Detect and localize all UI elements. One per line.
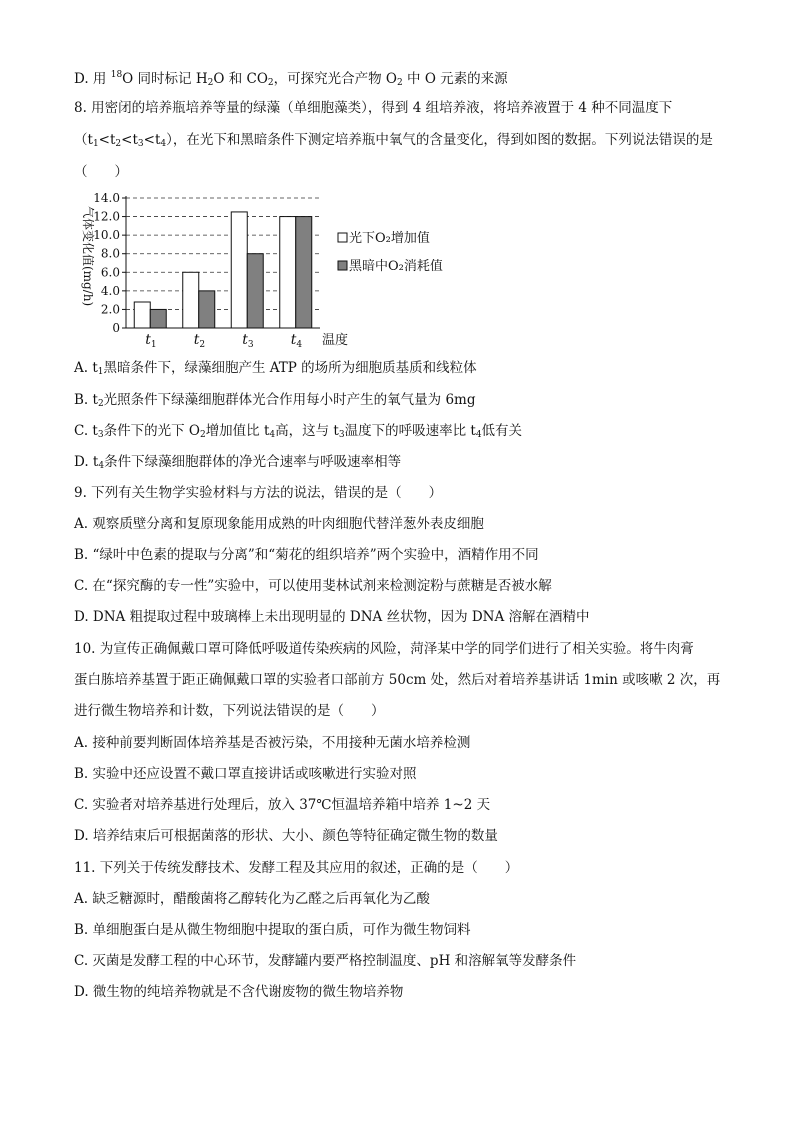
- bar-t4-series-2: [296, 217, 312, 328]
- y-axis-label: 气体变化值(mg/h): [81, 206, 95, 307]
- legend-swatch-1: [338, 233, 347, 242]
- q11-option-d: D. 微生物的纯培养物就是不含代谢废物的微生物培养物: [74, 984, 404, 1000]
- q8-option-b: B. $t_2$光照条件下绿藻细胞群体光合作用每小时产生的氧气量为 6mg: [74, 392, 476, 409]
- x-tick-label: $t_3$: [242, 332, 254, 350]
- y-tick-label: 12.0: [93, 209, 120, 224]
- q8-stem-line2: $(t_1<t_2<t_3<t_4)$，在光下和黑暗条件下测定培养瓶中氧气的含量变化，得到如图的数据。下列说法错误的是: [74, 132, 713, 149]
- q8-option-c: C. $t_3$条件下的光下 $O_2$增加值比 $t_4$高，这与 $t_3$温度下的呼吸速率比 $t_4$低有关: [74, 423, 523, 440]
- q8-option-d: D. $t_4$条件下绿藻细胞群体的净光合速率与呼吸速率相等: [74, 454, 402, 471]
- q10-option-c: C. 实验者对培养基进行处理后，放入 37℃恒温培养箱中培养 1~2 天: [74, 797, 491, 813]
- y-tick-label: 4.0: [100, 283, 120, 298]
- x-tick-label: $t_1$: [145, 332, 157, 350]
- bar-t2-series-1: [183, 272, 199, 328]
- bar-t4-series-1: [280, 217, 296, 328]
- y-tick-label: 6.0: [100, 265, 120, 280]
- q10-option-a: A. 接种前要判断固体培养基是否被污染，不用接种无菌水培养检测: [74, 735, 471, 751]
- oxygen-bar-chart: [70, 188, 443, 350]
- y-tick-label: 14.0: [93, 191, 120, 205]
- y-tick-label: 0: [112, 321, 120, 335]
- q10-stem-line3: 进行微生物培养和计数，下列说法错误的是（ ）: [74, 703, 385, 719]
- y-tick-label: 10.0: [93, 228, 120, 243]
- bar-t2-series-2: [199, 291, 215, 328]
- y-tick-label: 2.0: [100, 302, 120, 317]
- x-tick-label: $t_4$: [290, 332, 303, 350]
- x-tick-label: $t_2$: [193, 332, 206, 350]
- q11-option-a: A. 缺乏糖源时，醋酸菌将乙醇转化为乙醛之后再氧化为乙酸: [74, 891, 430, 907]
- q10-option-d: D. 培养结束后可根据菌落的形状、大小、颜色等特征确定微生物的数量: [74, 828, 498, 844]
- q10-option-b: B. 实验中还应设置不戴口罩直接讲话或咳嗽进行实验对照: [74, 766, 417, 782]
- q9-option-b: B. “绿叶中色素的提取与分离”和“菊花的组织培养”两个实验中，酒精作用不同: [74, 547, 539, 563]
- q8-stem-line1: 8. 用密闭的培养瓶培养等量的绿藻（单细胞藻类），得到 4 组培养液，将培养液置于 4 种不同温度下: [74, 100, 673, 116]
- q9-option-d: D. DNA 粗提取过程中玻璃棒上未出现明显的 DNA 丝状物，因为 DNA 溶解在酒精中: [74, 609, 590, 625]
- chart-bars: [134, 212, 312, 328]
- legend-label-2: 黑暗中O₂消耗值: [349, 259, 443, 274]
- q7-option-d: D. 用 $^{18}$O 同时标记 $H_2O$ 和 $CO_2$，可探究光合产物 $O_2$ 中 O 元素的来源: [74, 70, 508, 88]
- q11-stem: 11. 下列关于传统发酵技术、发酵工程及其应用的叙述，正确的是（ ）: [74, 860, 519, 876]
- chart-legend: [338, 230, 443, 274]
- q9-option-c: C. 在“探究酶的专一性”实验中，可以使用斐林试剂来检测淀粉与蔗糖是否被水解: [74, 578, 552, 594]
- q9-stem: 9. 下列有关生物学实验材料与方法的说法，错误的是（ ）: [74, 485, 443, 501]
- q8-answer-bracket: （ ）: [74, 164, 128, 180]
- bar-t1-series-1: [134, 302, 150, 328]
- q8-option-a: A. $t_1$黑暗条件下，绿藻细胞产生 ATP 的场所为细胞质基质和线粒体: [74, 360, 477, 377]
- q10-stem-line1: 10. 为宣传正确佩戴口罩可降低呼吸道传染疾病的风险，菏泽某中学的同学们进行了相关实验。将牛肉膏: [74, 641, 694, 657]
- q10-stem-line2: 蛋白胨培养基置于距正确佩戴口罩的实验者口部前方 50cm 处，然后对着培养基讲话 1min 或咳嗽 2 次，再: [74, 672, 721, 688]
- x-axis-label: 温度: [322, 333, 349, 348]
- q11-option-b: B. 单细胞蛋白是从微生物细胞中提取的蛋白质，可作为微生物饲料: [74, 922, 471, 938]
- q11-option-c: C. 灭菌是发酵工程的中心环节，发酵罐内要严格控制温度、pH 和溶解氧等发酵条件: [74, 953, 577, 969]
- y-tick-label: 8.0: [100, 246, 120, 261]
- legend-swatch-2: [338, 261, 347, 270]
- legend-label-1: 光下O₂增加值: [349, 231, 430, 246]
- bar-t1-series-2: [150, 309, 166, 328]
- bar-t3-series-1: [231, 212, 247, 328]
- q9-option-a: A. 观察质壁分离和复原现象能用成熟的叶肉细胞代替洋葱外表皮细胞: [74, 516, 484, 532]
- bar-t3-series-2: [247, 254, 263, 328]
